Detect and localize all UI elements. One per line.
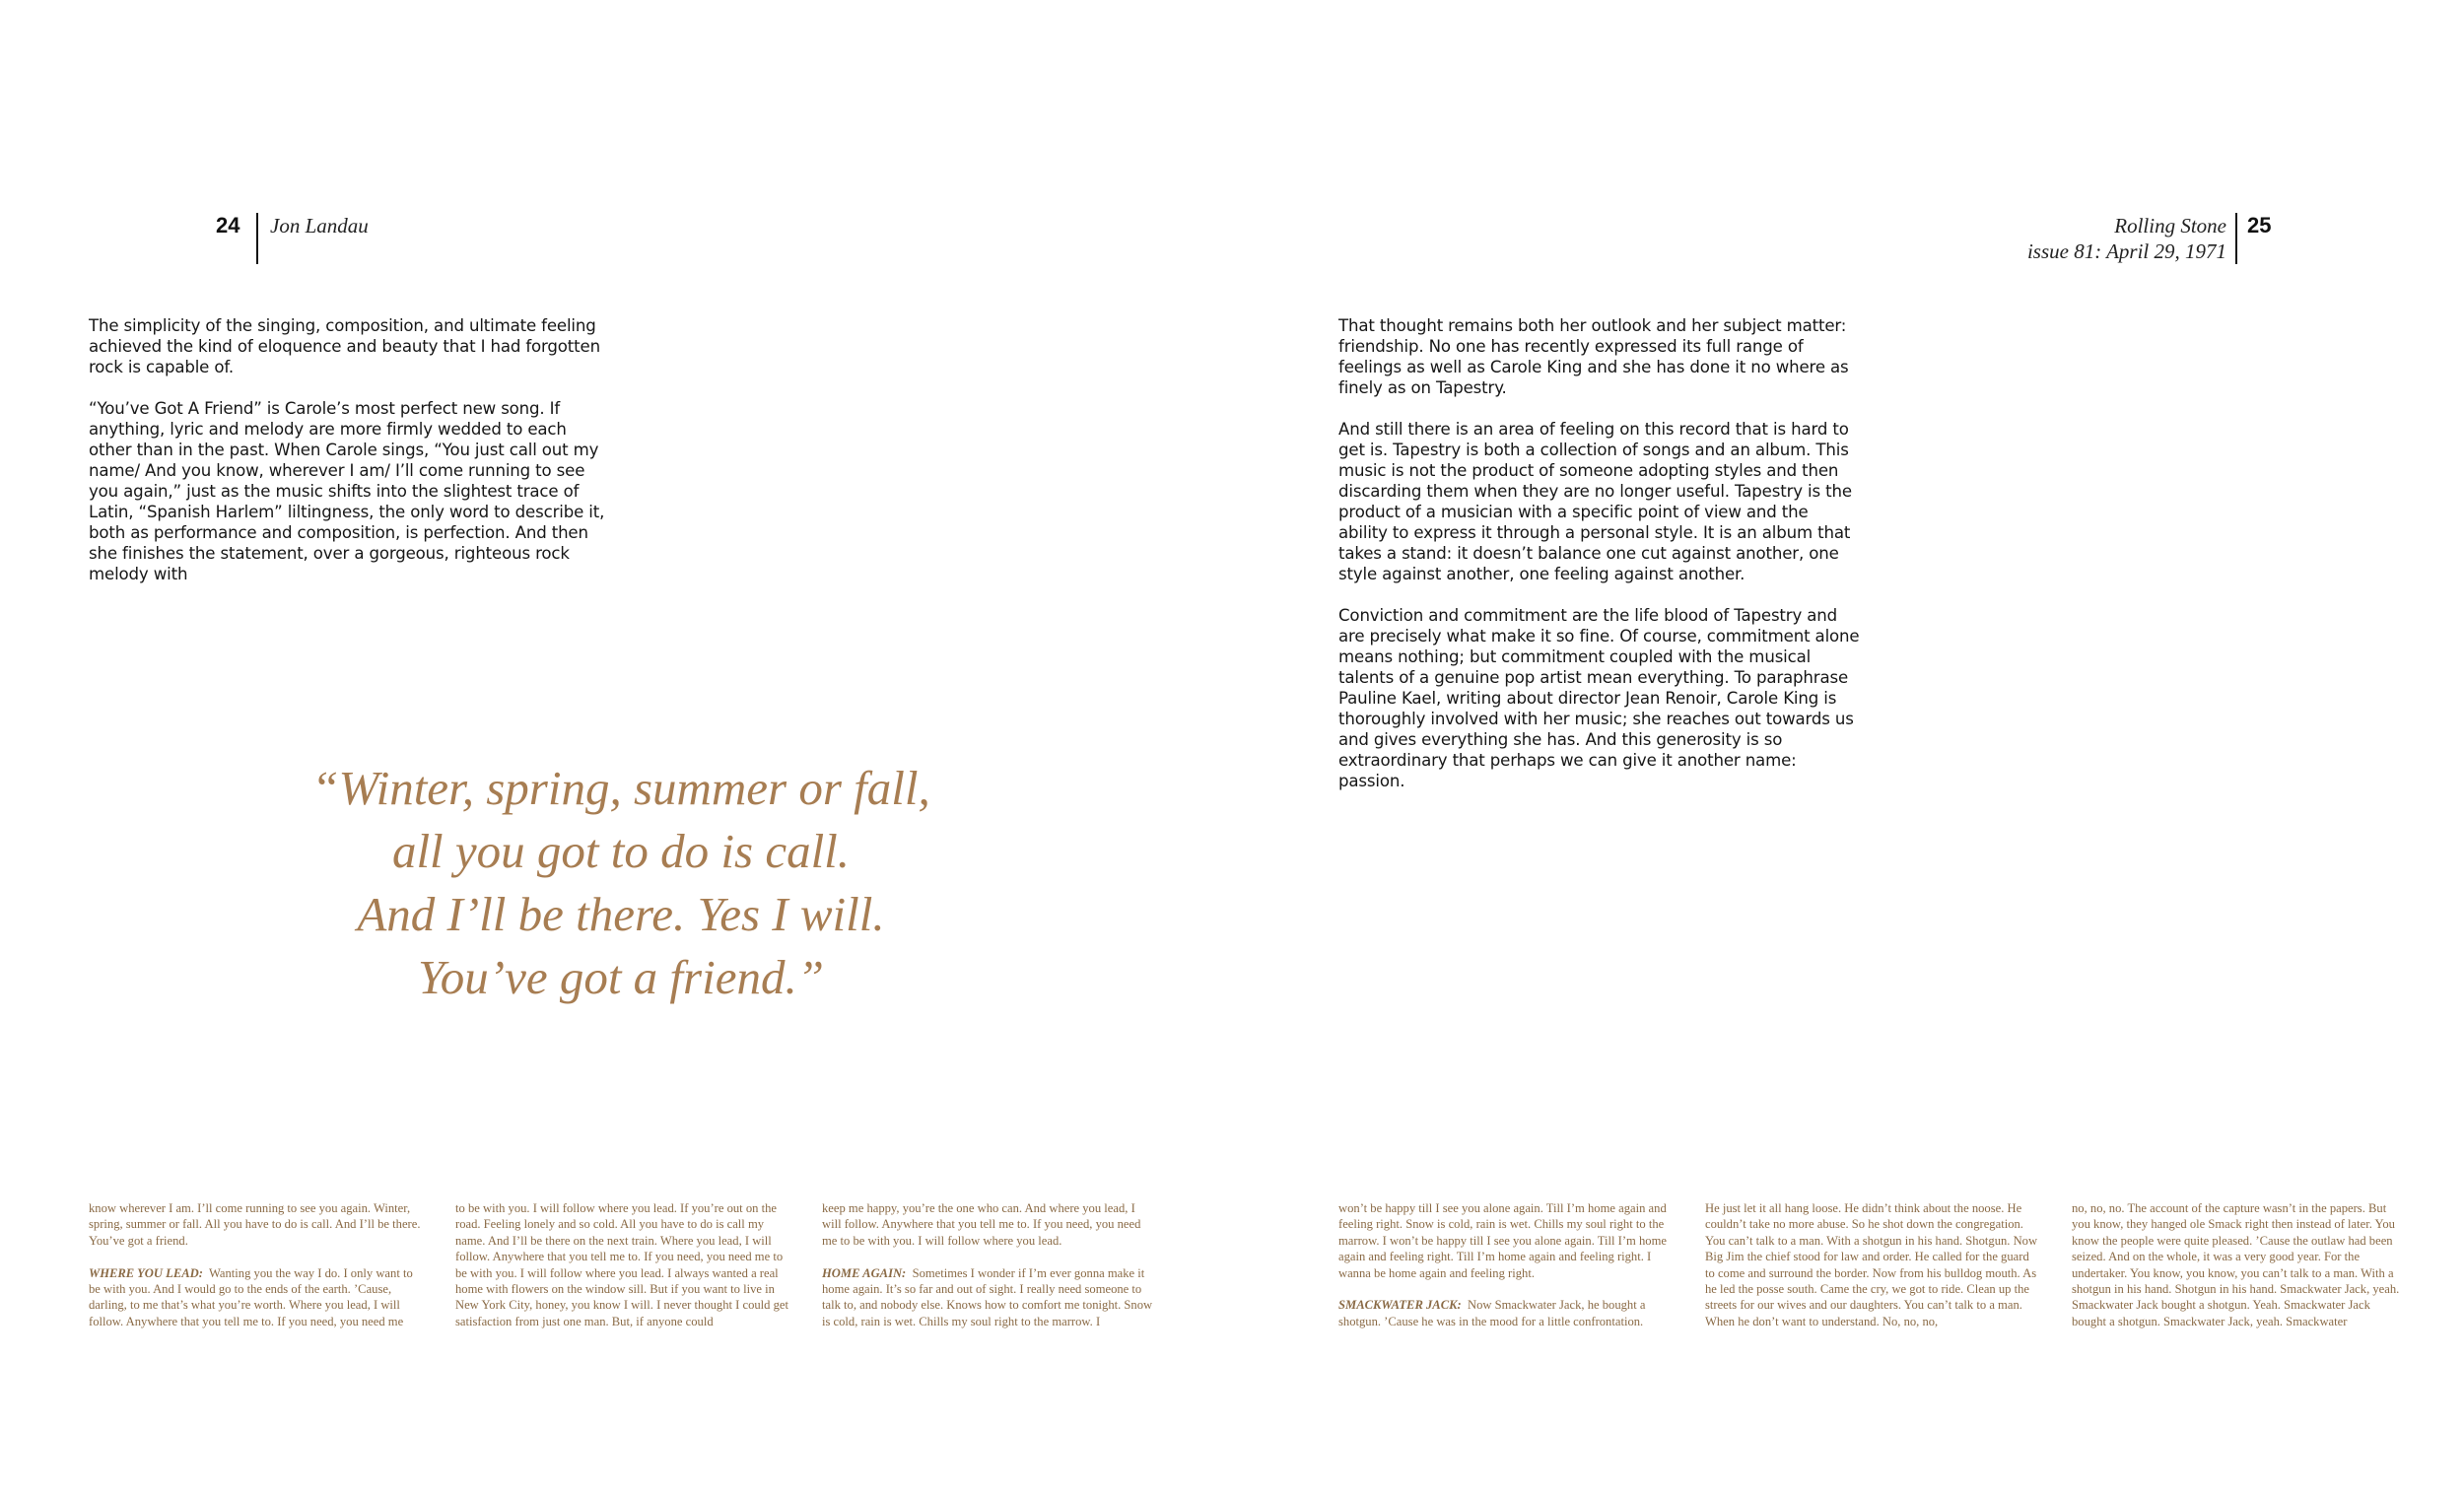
song-title: SMACKWATER JACK: [1338, 1298, 1462, 1313]
author-name: Jon Landau [270, 214, 369, 238]
lyric-block [822, 1265, 1157, 1330]
pull-quote-line: You’ve got a friend.” [418, 950, 824, 1004]
body-paragraph: That thought remains both her outlook and her subject matter: friendship. No one has recently expressed its full range of feelings as well as Carole King and she has done it no where as finely as on Tapestry. [1338, 316, 1849, 397]
running-header-right [1832, 213, 2226, 264]
right-page-number: 25 [2247, 213, 2272, 238]
lyric-text: know wherever I am. I’ll come running to see you again. Winter, spring, summer or fall. All you have to do is call. And I’ll be there. You’ve got a friend. [89, 1201, 421, 1248]
right-body-text [1338, 315, 1861, 812]
right-header-divider [2235, 213, 2237, 264]
lyric-text: He just let it all hang loose. He didn’t think about the noose. He couldn’t take no more abuse. So he shot down the congregation. You can’t talk to a man. With a shotgun in his hand. Shotgun. Now Big Jim the chief stood for law and order. He called for the guard to come and surround the border. Now from his bulldog mouth. As he led the posse south. Came the cry, we got to ride. Clean up the streets for our wives and our daughters. You can’t talk to a man. When he don’t want to understand. No, no, no, [1705, 1201, 2038, 1328]
lyric-text: Sometimes I wonder if I’m ever gonna make it home again. It’s so far and out of sight. I really need someone to talk to, and nobody else. Knows how to comfort me tonight. Snow is cold, rain is wet. Chills my soul right to the marrow. I [822, 1265, 1153, 1328]
pull-quote-line: “Winter, spring, summer or fall, [311, 761, 930, 815]
body-paragraph: The simplicity of the singing, composition, and ultimate feeling achieved the kind of eloquence and beauty that I had forgotten rock is capable of. [89, 316, 600, 376]
issue-date: issue 81: April 29, 1971 [2026, 239, 2226, 263]
left-header-divider [256, 213, 258, 264]
lyric-column [2072, 1200, 2407, 1346]
pull-quote-line: all you got to do is call. [391, 824, 851, 878]
song-title: HOME AGAIN: [822, 1265, 907, 1280]
left-body-text [89, 315, 611, 605]
song-title: WHERE YOU LEAD: [89, 1265, 203, 1280]
lyric-text: Now Smackwater Jack, he bought a shotgun. ’Cause he was in the mood for a little confrontation. [1338, 1298, 1646, 1328]
lyric-column [1338, 1200, 1674, 1346]
lyric-block [89, 1265, 424, 1330]
lyric-text: Wanting you the way I do. I only want to be with you. And I would go to the ends of the earth. ’Cause, darling, to me that’s what you’re worth. Where you lead, I will follow. Anywhere that you tell me to. If you need, you need me [89, 1265, 413, 1328]
lyric-column [455, 1200, 790, 1346]
lyric-text: to be with you. I will follow where you lead. If you’re out on the road. Feeling lonely and so cold. All you have to do is call my name. And I’ll be there on the next train. Where you lead, I will follow. Anywhere that you tell me to. If you need, you need me to be with you. I will follow where you lead. I always wanted a real home with flowers on the window sill. But if you want to live in New York City, honey, you know I will. I never thought I could get satisfaction from just one man. But, if anyone could [455, 1201, 789, 1328]
body-paragraph: And still there is an area of feeling on this record that is hard to get is. Tapestry is both a collection of songs and an album. This music is not the product of someone adopting styles and then discarding them when they are no longer useful. Tapestry is the product of a musician with a specific point of view and the ability to express it through a personal style. It is an album that takes a stand: it doesn’t balance one cut against another, one style against another, one feeling against another. [1338, 420, 1852, 583]
lyric-text: keep me happy, you’re the one who can. And where you lead, I will follow. Anywhere that you tell me to. If you need, you need me to be with you. I will follow where you lead. [822, 1201, 1141, 1248]
body-paragraph: “You’ve Got A Friend” is Carole’s most perfect new song. If anything, lyric and melody are more firmly wedded to each other than in the past. When Carole sings, “You just call out my name/ And you know, wherever I am/ I’ll come running to see you again,” just as the music shifts into the slightest trace of Latin, “Spanish Harlem” liltingness, the only word to describe it, both as performance and composition, is perfection. And then she finishes the statement, over a gorgeous, righteous rock melody with [89, 399, 605, 583]
lyric-block [1338, 1297, 1674, 1329]
lyric-text: no, no, no. The account of the capture wasn’t in the papers. But you know, they hanged ole Smack right then instead of later. You know the people were quite pleased. ’Cause the outlaw had been seized. And on the whole, it was a very good year. For the undertaker. You know, you know, you can’t talk to a man. With a shotgun in his hand. Shotgun in his hand. Smackwater Jack, yeah. Smackwater Jack bought a shotgun. Yeah. Smackwater Jack bought a shotgun. Smackwater Jack, yeah. Smackwater [2072, 1201, 2400, 1328]
body-paragraph: Conviction and commitment are the life blood of Tapestry and are precisely what make it so fine. Of course, commitment alone means nothing; but commitment coupled with the musical talents of a genuine pop artist mean everything. To paraphrase Pauline Kael, writing about director Jean Renoir, Carole King is thoroughly involved with her music; she reaches out towards us and gives everything she has. And this generosity is so extraordinary that perhaps we can give it another name: passion. [1338, 606, 1860, 790]
lyric-text: won’t be happy till I see you alone again. Till I’m home again and feeling right. Snow is cold, rain is wet. Chills my soul right to the marrow. I won’t be happy till I see you alone again. Till I’m home again and feeling right. Till I’m home again and feeling right. I wanna be home again and feeling right. [1338, 1201, 1667, 1280]
lyric-column [822, 1200, 1157, 1346]
pull-quote [256, 757, 986, 1009]
lyric-column [89, 1200, 424, 1346]
publication-name: Rolling Stone [2114, 214, 2226, 238]
pull-quote-line: And I’ll be there. Yes I will. [357, 887, 885, 941]
lyric-column [1705, 1200, 2040, 1346]
left-page-number: 24 [216, 213, 240, 238]
